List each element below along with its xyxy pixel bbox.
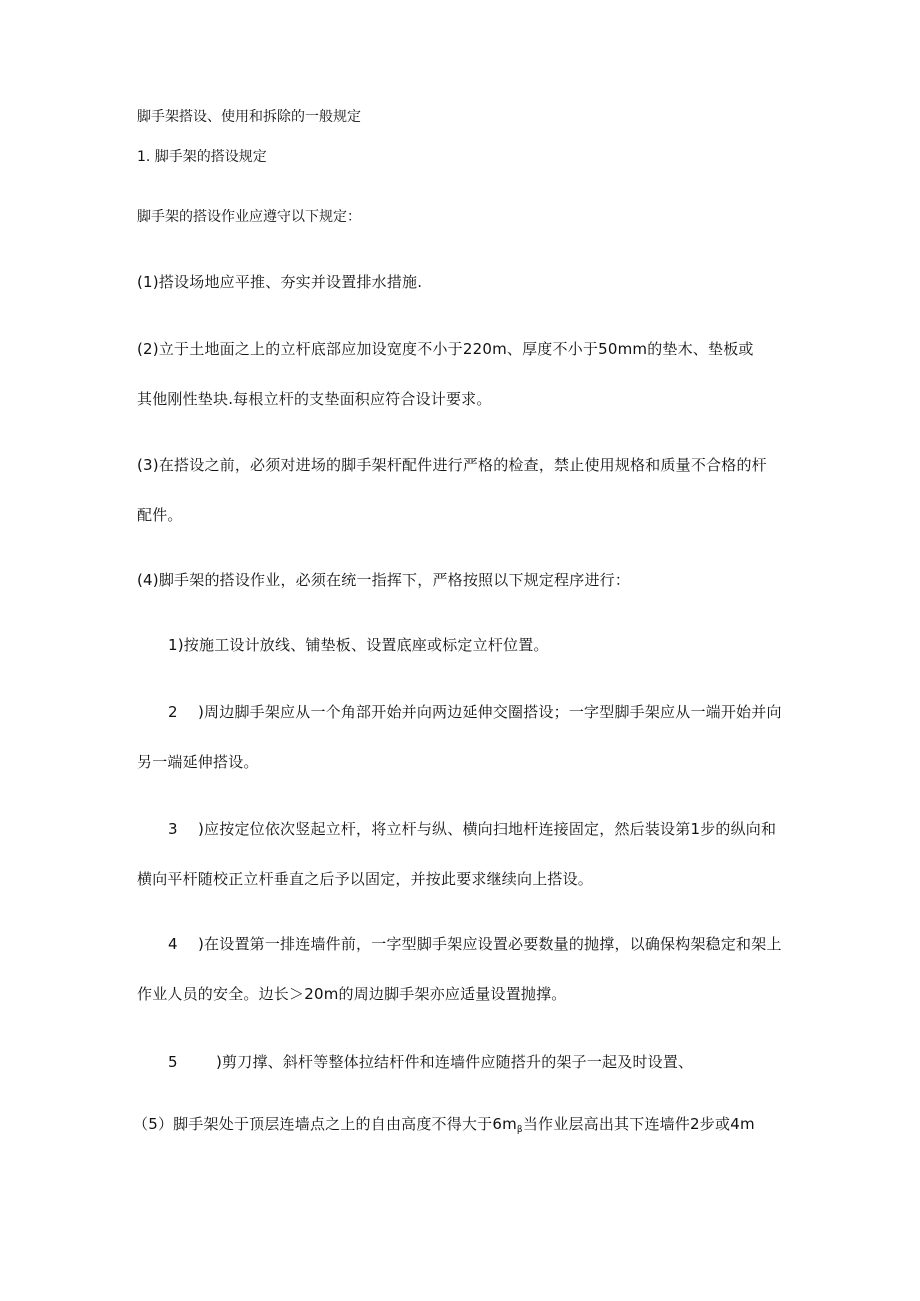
item-2-line-1: (2)立于土地面之上的立杆底部应加设宽度不小于220m、厚度不小于50mm的垫木、垫板或	[137, 340, 754, 358]
step-3-number: 3	[168, 820, 178, 838]
item-4: (4)脚手架的搭设作业，必须在统一指挥下，严格按照以下规定程序进行：	[137, 571, 631, 589]
section-heading: 1. 脚手架的搭设规定	[137, 149, 267, 165]
item-1: (1)搭设场地应平推、夯实并设置排水措施.	[137, 273, 423, 291]
step-2-text: )周边脚手架应从一个角部开始并向两边延伸交圈搭设；一字型脚手架应从一端开始并向	[198, 703, 782, 721]
step-1: 1)按施工设计放线、铺垫板、设置底座或标定立杆位置。	[168, 636, 549, 654]
intro-paragraph: 脚手架的搭设作业应遵守以下规定：	[137, 209, 361, 225]
item-3-line-1: (3)在搭设之前，必须对进场的脚手架杆配件进行严格的检查，禁止使用规格和质量不合格的杆	[137, 456, 767, 474]
item-5-line-1	[133, 1117, 755, 1135]
step-4-line-2: 作业人员的安全。边长＞20m的周边脚手架亦应适量设置抛撑。	[137, 985, 567, 1003]
step-5-line-1	[168, 1055, 693, 1070]
step-2-line-2: 另一端延伸搭设。	[137, 753, 259, 771]
item-2-line-2: 其他刚性垫块.每根立杆的支垫面积应符合设计要求。	[137, 390, 492, 408]
step-5-text: )剪刀撑、斜杆等整体拉结杆件和连墙件应随搭升的架子一起及时设置、	[216, 1053, 694, 1071]
item-3-line-2: 配件。	[137, 506, 183, 524]
step-2-line-1	[168, 705, 782, 720]
document-title: 脚手架搭设、使用和拆除的一般规定	[137, 109, 361, 125]
step-3-line-1	[168, 822, 776, 837]
item-5-subscript: β	[516, 1125, 523, 1135]
item-5-text-after: 当作业层高出其下连墙件2步或4m	[522, 1115, 755, 1133]
step-2-number: 2	[168, 703, 178, 721]
item-5-text-before: （5）脚手架处于顶层连墙点之上的自由高度不得大于6m	[133, 1115, 517, 1133]
step-4-line-1	[168, 937, 782, 952]
step-4-text: )在设置第一排连墙件前，一字型脚手架应设置必要数量的抛撑，以确保构架稳定和架上	[198, 935, 782, 953]
step-3-text: )应按定位依次竖起立杆，将立杆与纵、横向扫地杆连接固定，然后装设第1步的纵向和	[198, 820, 777, 838]
step-3-line-2: 横向平杆随校正立杆垂直之后予以固定，并按此要求继续向上搭设。	[137, 870, 594, 888]
step-4-number: 4	[168, 935, 178, 953]
step-5-number: 5	[168, 1053, 178, 1071]
